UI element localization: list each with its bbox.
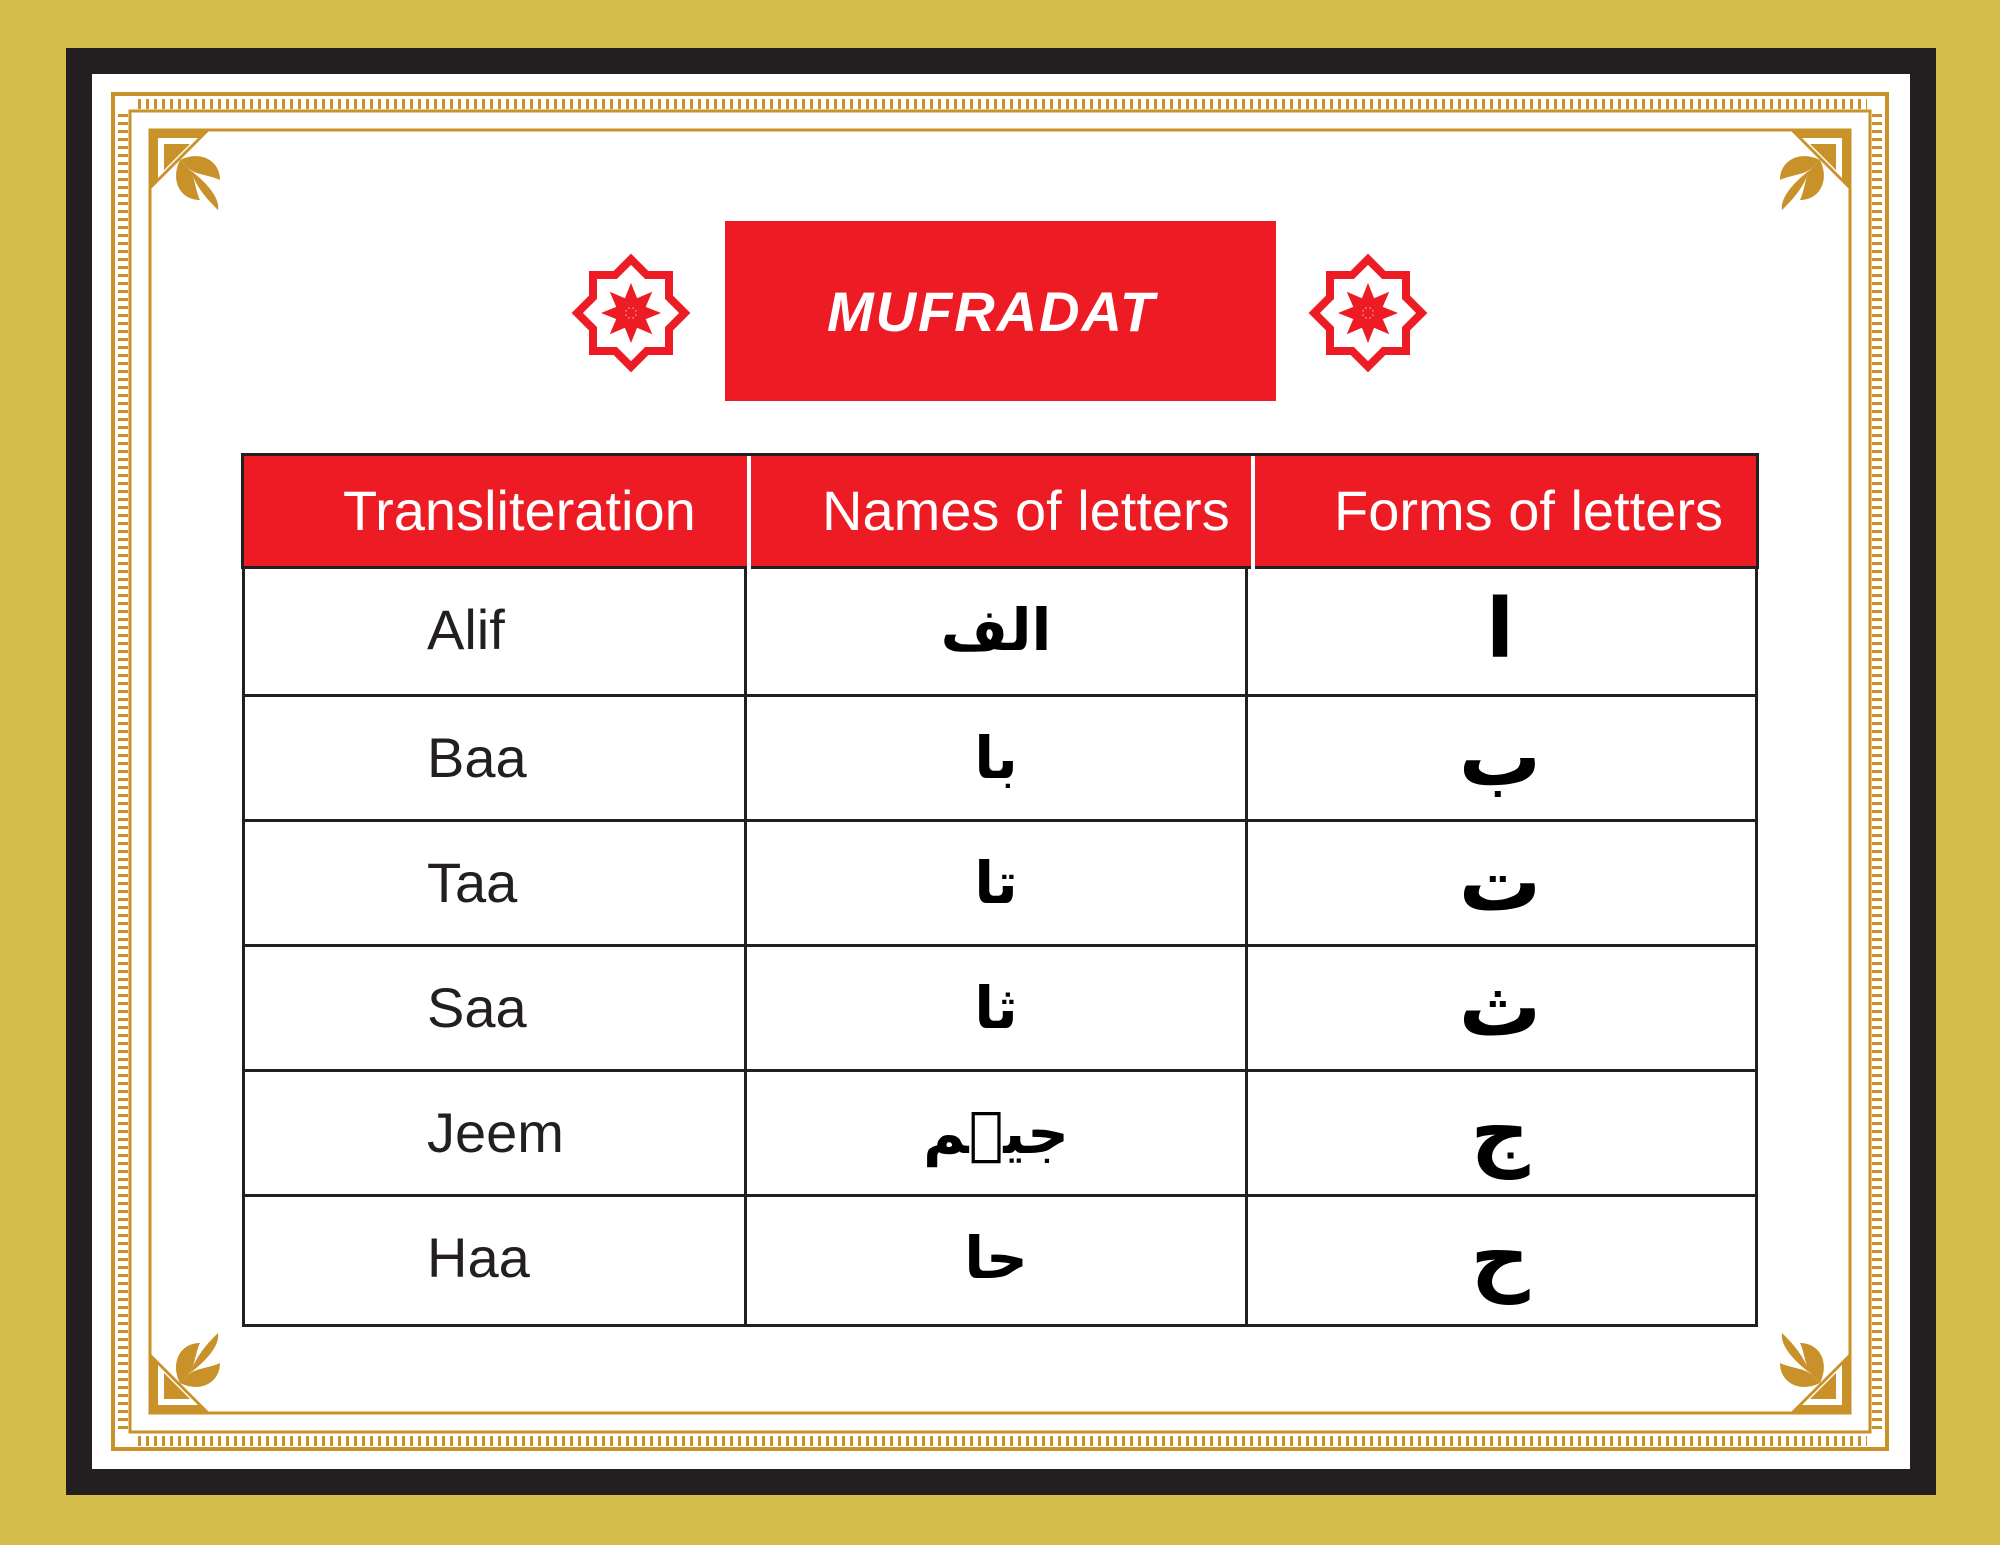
corner-ornament-icon xyxy=(150,1333,220,1413)
table-row xyxy=(245,694,1755,819)
header-divider xyxy=(1251,456,1255,572)
red-star-rosette-icon xyxy=(569,251,693,375)
letter-form-cell: ت xyxy=(1458,835,1542,930)
header-names-of-letters: Names of letters xyxy=(822,479,1230,542)
corner-ornament-icon xyxy=(1780,1333,1850,1413)
letter-form-cell: ب xyxy=(1458,710,1542,805)
table-row xyxy=(245,1194,1755,1319)
header-transliteration: Transliteration xyxy=(343,479,696,542)
table-row xyxy=(245,819,1755,944)
header-forms-of-letters: Forms of letters xyxy=(1334,479,1723,542)
column-divider xyxy=(744,569,747,1327)
table-row xyxy=(245,1069,1755,1194)
transliteration-cell: Taa xyxy=(427,851,518,914)
letter-name-cell: جیؔم xyxy=(923,1099,1069,1167)
letter-name-cell: با xyxy=(974,724,1018,792)
corner-ornament-icon xyxy=(150,130,220,210)
letter-name-cell: حا xyxy=(964,1224,1028,1292)
red-star-rosette-icon xyxy=(1306,251,1430,375)
letter-name-cell: تا xyxy=(974,849,1018,917)
corner-ornament-icon xyxy=(1780,130,1850,210)
column-divider xyxy=(1245,569,1248,1327)
table-header-row xyxy=(241,453,1759,569)
letter-name-cell: الف xyxy=(940,596,1052,664)
letter-form-cell: ث xyxy=(1458,960,1542,1055)
header-divider xyxy=(747,456,751,572)
transliteration-cell: Haa xyxy=(427,1226,530,1289)
page-title: MUFRADAT xyxy=(826,279,1157,343)
letter-name-cell: ثا xyxy=(974,974,1018,1042)
transliteration-cell: Baa xyxy=(427,726,527,789)
letters-table xyxy=(241,453,1759,1327)
letter-form-cell: ا xyxy=(1485,582,1515,677)
letter-form-cell: ج xyxy=(1470,1085,1530,1180)
table-body xyxy=(242,569,1758,1327)
transliteration-cell: Saa xyxy=(427,976,527,1039)
title-banner xyxy=(725,221,1276,401)
table-row xyxy=(245,569,1755,694)
table-row xyxy=(245,944,1755,1069)
transliteration-cell: Alif xyxy=(427,598,505,661)
letter-form-cell: ح xyxy=(1470,1210,1530,1305)
transliteration-cell: Jeem xyxy=(427,1101,564,1164)
